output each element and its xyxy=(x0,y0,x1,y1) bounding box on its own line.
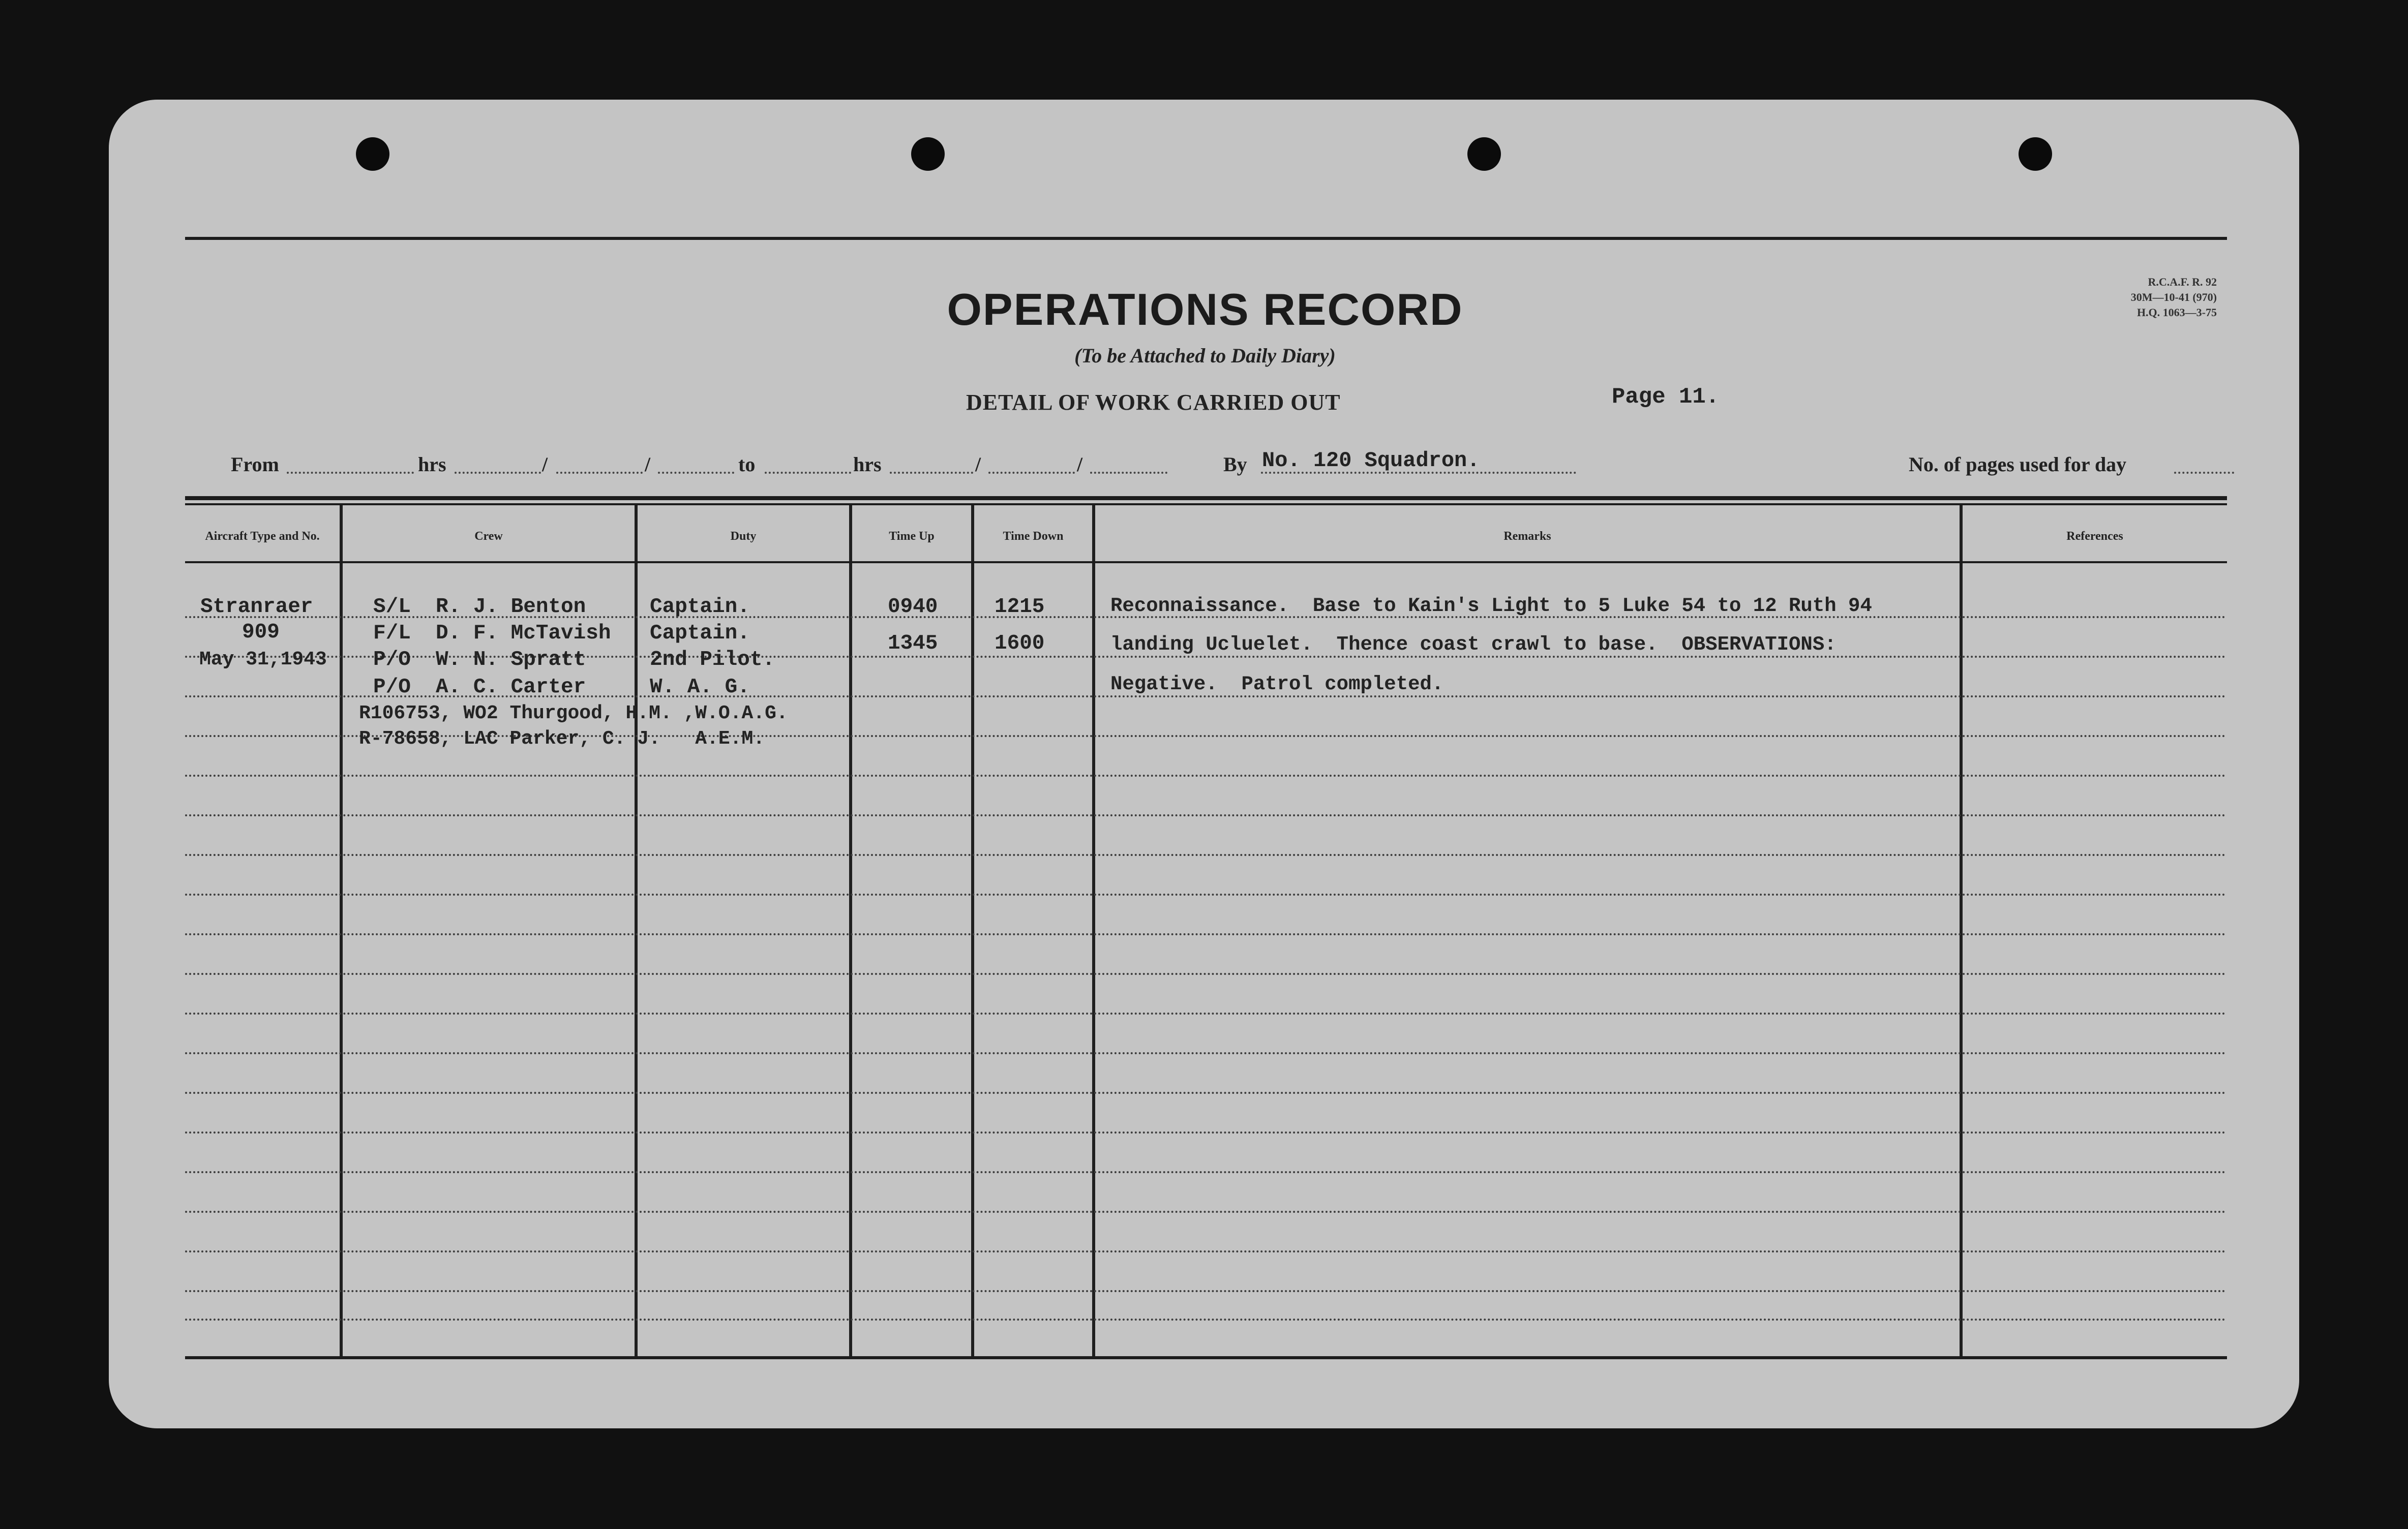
table-top-rule-thin xyxy=(185,503,2227,505)
page-title: OPERATIONS RECORD xyxy=(947,284,1463,334)
time-field xyxy=(890,472,973,474)
from-label: From xyxy=(231,453,279,476)
time-field xyxy=(455,472,541,474)
time-down: 1215 xyxy=(995,595,1045,619)
col-time-up-header: Time Up xyxy=(889,530,935,543)
row-line xyxy=(185,1132,2227,1134)
aircraft-type: Stranraer xyxy=(200,595,313,619)
crew-member: P/O W. N. Spratt xyxy=(373,648,586,671)
date-field xyxy=(1090,472,1167,474)
row-line xyxy=(185,1250,2227,1252)
crew-member: P/O A. C. Carter xyxy=(373,676,586,699)
row-line xyxy=(185,854,2227,856)
slash: / xyxy=(542,453,548,476)
crew-extra: R106753, WO2 Thurgood, H.M. ,W.O.A.G. xyxy=(359,702,788,724)
form-line xyxy=(7,0,2401,508)
table-bottom-rule xyxy=(185,1356,2227,1359)
form-code-line: H.Q. 1063—3-75 xyxy=(2136,306,2217,319)
pages-label: No. of pages used for day xyxy=(1909,453,2127,476)
by-field xyxy=(1261,472,1576,474)
duty: W. A. G. xyxy=(650,676,750,699)
crew-member: F/L D. F. McTavish xyxy=(373,622,611,645)
column-divider xyxy=(340,505,343,1357)
column-divider xyxy=(635,505,638,1357)
row-line xyxy=(185,1319,2227,1321)
to-field xyxy=(765,472,851,474)
remarks-line: landing Ucluelet. Thence coast crawl to base. OBSERVATIONS: xyxy=(1110,633,1837,656)
slash: / xyxy=(975,453,981,476)
row-line xyxy=(185,775,2227,777)
time-down: 1600 xyxy=(995,632,1045,655)
by-label: By xyxy=(1223,453,1247,476)
col-time-down-header: Time Down xyxy=(1003,530,1064,543)
row-line xyxy=(185,973,2227,975)
form-code-line: R.C.A.F. R. 92 xyxy=(2148,276,2217,288)
to-label: to xyxy=(738,453,756,476)
date-field xyxy=(556,472,643,474)
entry-date: May 31,1943 xyxy=(199,649,327,670)
col-remarks-header: Remarks xyxy=(1503,530,1551,543)
date-field xyxy=(658,472,734,474)
duty: Captain. xyxy=(650,622,750,645)
row-line xyxy=(185,1052,2227,1054)
squadron-value: No. 120 Squadron. xyxy=(1262,448,1480,473)
duty: 2nd Pilot. xyxy=(650,648,775,671)
row-line xyxy=(185,894,2227,896)
remarks-line: Negative. Patrol completed. xyxy=(1110,673,1444,695)
column-divider xyxy=(849,505,852,1357)
row-line xyxy=(185,1211,2227,1213)
row-line xyxy=(185,814,2227,816)
detail-heading: DETAIL OF WORK CARRIED OUT xyxy=(966,390,1341,415)
col-crew-header: Crew xyxy=(474,530,503,543)
col-aircraft-header: Aircraft Type and No. xyxy=(205,530,320,543)
time-up: 0940 xyxy=(888,595,938,619)
row-line xyxy=(185,1013,2227,1015)
header-rule xyxy=(185,561,2227,563)
column-divider xyxy=(971,505,974,1357)
col-references-header: References xyxy=(2066,530,2123,543)
duty: Captain. xyxy=(650,595,750,619)
page-number: Page 11. xyxy=(1612,384,1720,410)
remarks-line: Reconnaissance. Base to Kain's Light to 5 Luke 54 to 12 Ruth 94 xyxy=(1110,595,1872,617)
row-line xyxy=(185,1092,2227,1094)
row-line xyxy=(185,1290,2227,1292)
slash: / xyxy=(1077,453,1083,476)
time-up: 1345 xyxy=(888,632,938,655)
form-code-line: 30M—10-41 (970) xyxy=(2130,291,2217,303)
page-subtitle: (To be Attached to Daily Diary) xyxy=(1074,344,1336,367)
slash: / xyxy=(645,453,651,476)
from-field xyxy=(287,472,414,474)
crew-member: S/L R. J. Benton xyxy=(373,595,586,619)
column-divider xyxy=(1092,505,1095,1357)
hrs-label: hrs xyxy=(418,453,446,476)
row-line xyxy=(185,1171,2227,1173)
column-divider xyxy=(1960,505,1963,1357)
table-top-rule xyxy=(185,496,2227,500)
aircraft-number: 909 xyxy=(242,621,280,644)
crew-extra: R-78658, LAC Parker, C. J. A.E.M. xyxy=(359,728,765,750)
pages-field xyxy=(2174,472,2234,474)
date-field xyxy=(988,472,1075,474)
hrs-label: hrs xyxy=(853,453,882,476)
col-duty-header: Duty xyxy=(730,530,757,543)
row-line xyxy=(185,933,2227,935)
